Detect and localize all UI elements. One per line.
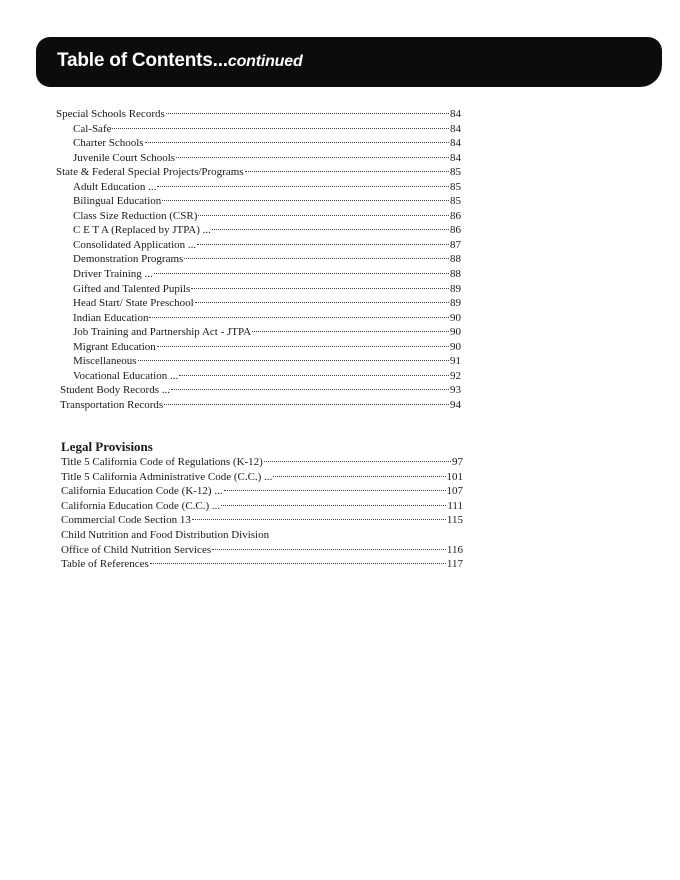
dot-leader: [162, 200, 449, 201]
toc-entry-label: Job Training and Partnership Act - JTPA: [73, 326, 252, 339]
toc-entry-label: Transportation Records: [60, 398, 164, 411]
toc-entry-label: Table of References: [61, 558, 149, 571]
toc-entry[interactable]: [56, 369, 461, 384]
toc-entry[interactable]: [56, 238, 461, 253]
toc-entry-page-number: 88: [450, 268, 461, 281]
toc-entry-label: Miscellaneous: [73, 355, 137, 368]
header-banner: [36, 37, 662, 87]
dot-leader: [197, 244, 449, 245]
toc-entry-label: Title 5 California Code of Regulations (K-12): [61, 456, 263, 468]
toc-entry-label: Special Schools Records: [56, 108, 165, 120]
toc-entry-page-number: 86: [450, 209, 461, 222]
toc-entry-label: Cal-Safe: [73, 122, 112, 135]
toc-entry[interactable]: [56, 354, 461, 369]
toc-entry-label: Driver Training ...: [73, 268, 153, 281]
toc-entry[interactable]: [56, 136, 461, 151]
page-title: [57, 50, 303, 72]
toc-entry-page-number: 90: [450, 326, 461, 339]
dot-leader: [176, 157, 449, 158]
dot-leader: [252, 331, 449, 332]
dot-leader: [198, 215, 449, 216]
dot-leader: [212, 549, 446, 550]
toc-entry[interactable]: [56, 252, 461, 267]
toc-entry[interactable]: [56, 122, 461, 137]
toc-entry-label: Head Start/ State Preschool: [73, 297, 194, 310]
page-title-main: Table of Contents...: [57, 50, 228, 71]
dot-leader: [212, 229, 449, 230]
table-of-contents: [56, 107, 461, 412]
toc-entry-label: Juvenile Court Schools: [73, 151, 176, 164]
toc-entry-label: Demonstration Programs: [73, 253, 184, 266]
toc-entry[interactable]: [56, 340, 461, 355]
toc-entry-page-number: 90: [450, 311, 461, 324]
toc-entry-label: Adult Education ...: [73, 180, 157, 193]
toc-entry-page-number: 85: [450, 166, 461, 179]
toc-entry-page-number: 85: [450, 195, 461, 208]
toc-entry[interactable]: [61, 557, 463, 572]
toc-entry[interactable]: [56, 151, 461, 166]
toc-entry-page-number: 92: [450, 369, 461, 382]
dot-leader: [138, 360, 449, 361]
toc-entry-label: Gifted and Talented Pupils: [73, 282, 191, 295]
legal-provisions-list: [61, 455, 463, 572]
toc-entry-label: Migrant Education: [73, 340, 156, 353]
toc-entry-label: California Education Code (K-12) ...: [61, 485, 223, 498]
toc-entry-label: C E T A (Replaced by JTPA) ...: [73, 224, 211, 237]
legal-provisions-section: [61, 439, 463, 572]
toc-entry[interactable]: [56, 398, 461, 413]
dot-leader: [264, 461, 451, 462]
toc-entry-page-number: 88: [450, 253, 461, 266]
toc-entry-label: Vocational Education ...: [73, 369, 179, 382]
toc-entry[interactable]: [61, 484, 463, 499]
toc-entry-page-number: 111: [447, 499, 463, 512]
toc-entry[interactable]: [56, 267, 461, 282]
toc-entry-page-number: 84: [450, 122, 461, 135]
toc-entry[interactable]: [61, 513, 463, 528]
dot-leader: [179, 375, 449, 376]
dot-leader: [154, 273, 449, 274]
dot-leader: [166, 113, 449, 114]
toc-entry-page-number: 86: [450, 224, 461, 237]
toc-entry-page-number: 94: [450, 398, 461, 411]
dot-leader: [150, 563, 446, 564]
toc-entry-label: Child Nutrition and Food Distribution Division: [61, 528, 270, 541]
dot-leader: [245, 171, 449, 172]
toc-entry-label: State & Federal Special Projects/Programs: [56, 166, 244, 179]
toc-entry[interactable]: [61, 499, 463, 514]
toc-entry[interactable]: [56, 296, 461, 311]
toc-entry-page-number: 115: [446, 514, 463, 527]
toc-entry[interactable]: [56, 223, 461, 238]
legal-provisions-heading: Legal Provisions: [61, 439, 153, 454]
toc-entry[interactable]: [56, 194, 461, 209]
dot-leader: [195, 302, 449, 303]
toc-entry-page-number: 93: [450, 384, 461, 397]
toc-entry-page-number: 116: [446, 543, 463, 556]
toc-entry-page-number: 107: [446, 485, 463, 498]
dot-leader: [273, 476, 445, 477]
dot-leader: [171, 389, 449, 390]
toc-entry-page-number: 91: [450, 355, 461, 368]
toc-entry[interactable]: [56, 282, 461, 297]
dot-leader: [224, 490, 446, 491]
toc-entry-page-number: 87: [450, 238, 461, 251]
toc-entry-label: Consolidated Application ...: [73, 238, 197, 251]
toc-entry-page-number: 101: [446, 470, 463, 483]
toc-entry-label: Commercial Code Section 13: [61, 514, 191, 527]
toc-entry-label: Student Body Records ...: [60, 384, 170, 397]
toc-entry-label: California Education Code (C.C.) ...: [61, 499, 221, 512]
toc-entry[interactable]: [56, 311, 461, 326]
dot-leader: [184, 258, 449, 259]
toc-entry-label: Class Size Reduction (CSR): [73, 209, 198, 222]
dot-leader: [157, 186, 449, 187]
dot-leader: [145, 142, 449, 143]
toc-entry-label: Indian Education: [73, 311, 149, 324]
toc-entry[interactable]: [56, 325, 461, 340]
toc-entry-page-number: 90: [450, 340, 461, 353]
dot-leader: [221, 505, 446, 506]
toc-entry[interactable]: [61, 470, 463, 485]
toc-entry-page-number: 84: [450, 137, 461, 150]
dot-leader: [164, 404, 449, 405]
toc-entry[interactable]: [56, 383, 461, 398]
page-title-suffix: continued: [227, 53, 303, 70]
toc-entry[interactable]: [56, 180, 461, 195]
toc-entry-label: Bilingual Education: [73, 195, 162, 208]
dot-leader: [191, 288, 449, 289]
dot-leader: [192, 519, 446, 520]
toc-entry[interactable]: [56, 209, 461, 224]
toc-entry-page-number: 117: [446, 558, 463, 571]
toc-entry[interactable]: [56, 107, 461, 122]
toc-entry-label: Office of Child Nutrition Services: [61, 543, 212, 556]
toc-entry-page-number: 97: [452, 456, 463, 468]
toc-entry-page-number: 84: [450, 151, 461, 164]
toc-entry-label: Title 5 California Administrative Code (C.C.) ...: [61, 470, 273, 483]
dot-leader: [149, 317, 449, 318]
toc-entry-page-number: 89: [450, 282, 461, 295]
toc-entry-label: Charter Schools: [73, 137, 144, 150]
toc-entry[interactable]: [61, 528, 463, 543]
dot-leader: [112, 128, 449, 129]
toc-entry-page-number: 84: [450, 108, 461, 120]
toc-entry[interactable]: [61, 455, 463, 470]
toc-entry-page-number: 85: [450, 180, 461, 193]
toc-entry[interactable]: [56, 165, 461, 180]
toc-entry[interactable]: [61, 543, 463, 558]
dot-leader: [157, 346, 449, 347]
toc-entry-page-number: 89: [450, 297, 461, 310]
